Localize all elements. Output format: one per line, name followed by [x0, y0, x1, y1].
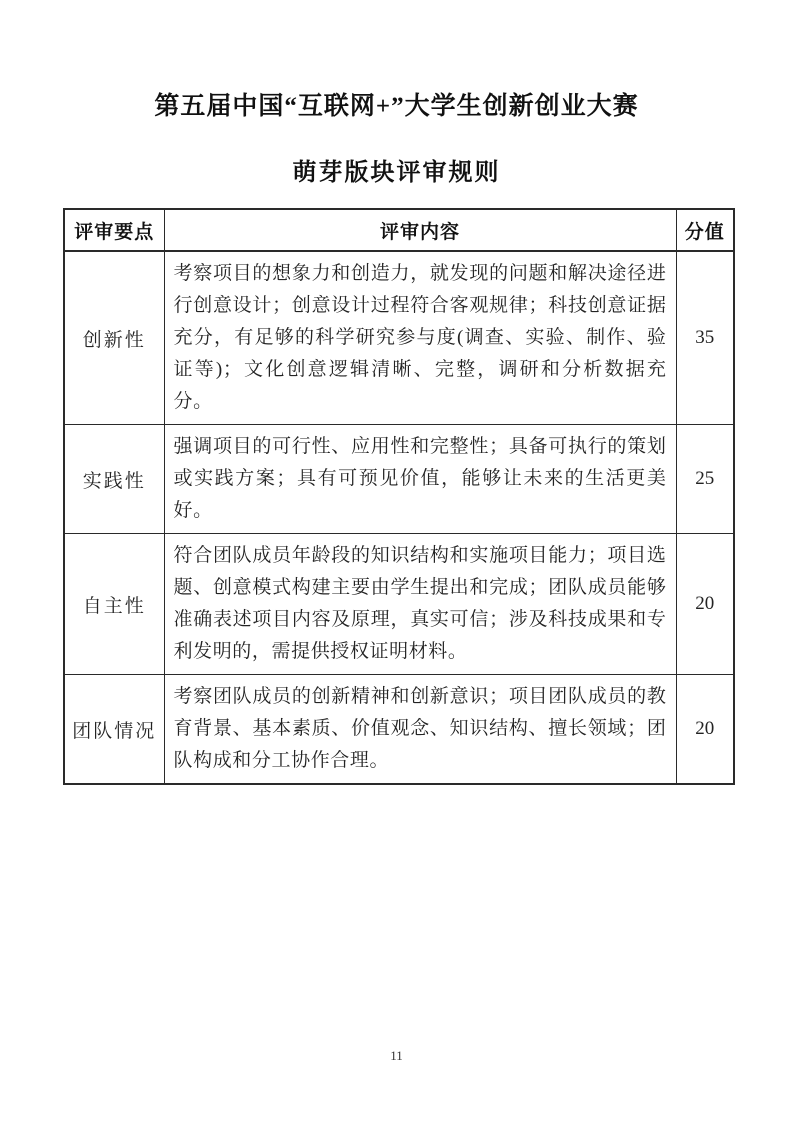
row-point-practice: 实践性	[64, 425, 164, 534]
page-number: 11	[390, 1048, 403, 1063]
row-point-innovation: 创新性	[64, 251, 164, 425]
table-header-row	[64, 209, 734, 251]
header-score: 分值	[676, 209, 734, 251]
row-content-autonomy: 符合团队成员年龄段的知识结构和实施项目能力；项目选题、创意模式构建主要由学生提出和完成；团队成员能够准确表述项目内容及原理，真实可信；涉及科技成果和专利发明的，需提供授权证明材料。	[164, 534, 676, 675]
row-point-team: 团队情况	[64, 675, 164, 785]
row-content-practice: 强调项目的可行性、应用性和完整性；具备可执行的策划或实践方案；具有可预见价值，能够让未来的生活更美好。	[164, 425, 676, 534]
row-score-team: 20	[676, 675, 734, 785]
row-score-practice: 25	[676, 425, 734, 534]
header-review-point: 评审要点	[64, 209, 164, 251]
table-row-team	[64, 675, 734, 785]
row-point-autonomy: 自主性	[64, 534, 164, 675]
document-title: 第五届中国“互联网+”大学生创新创业大赛	[154, 93, 639, 120]
document-subtitle: 萌芽版块评审规则	[292, 160, 501, 186]
header-review-content: 评审内容	[164, 209, 676, 251]
table-row-autonomy	[64, 534, 734, 675]
row-content-team: 考察团队成员的创新精神和创新意识；项目团队成员的教育背景、基本素质、价值观念、知识结构、擅长领域；团队构成和分工协作合理。	[164, 675, 676, 785]
review-rules-table	[63, 208, 735, 785]
table-row-innovation	[64, 251, 734, 425]
table-row-practice	[64, 425, 734, 534]
row-content-innovation: 考察项目的想象力和创造力，就发现的问题和解决途径进行创意设计；创意设计过程符合客观规律；科技创意证据充分，有足够的科学研究参与度(调查、实验、制作、验证等)；文化创意逻辑清晰、完整，调研和分析数据充分。	[164, 251, 676, 425]
row-score-innovation: 35	[676, 251, 734, 425]
row-score-autonomy: 20	[676, 534, 734, 675]
